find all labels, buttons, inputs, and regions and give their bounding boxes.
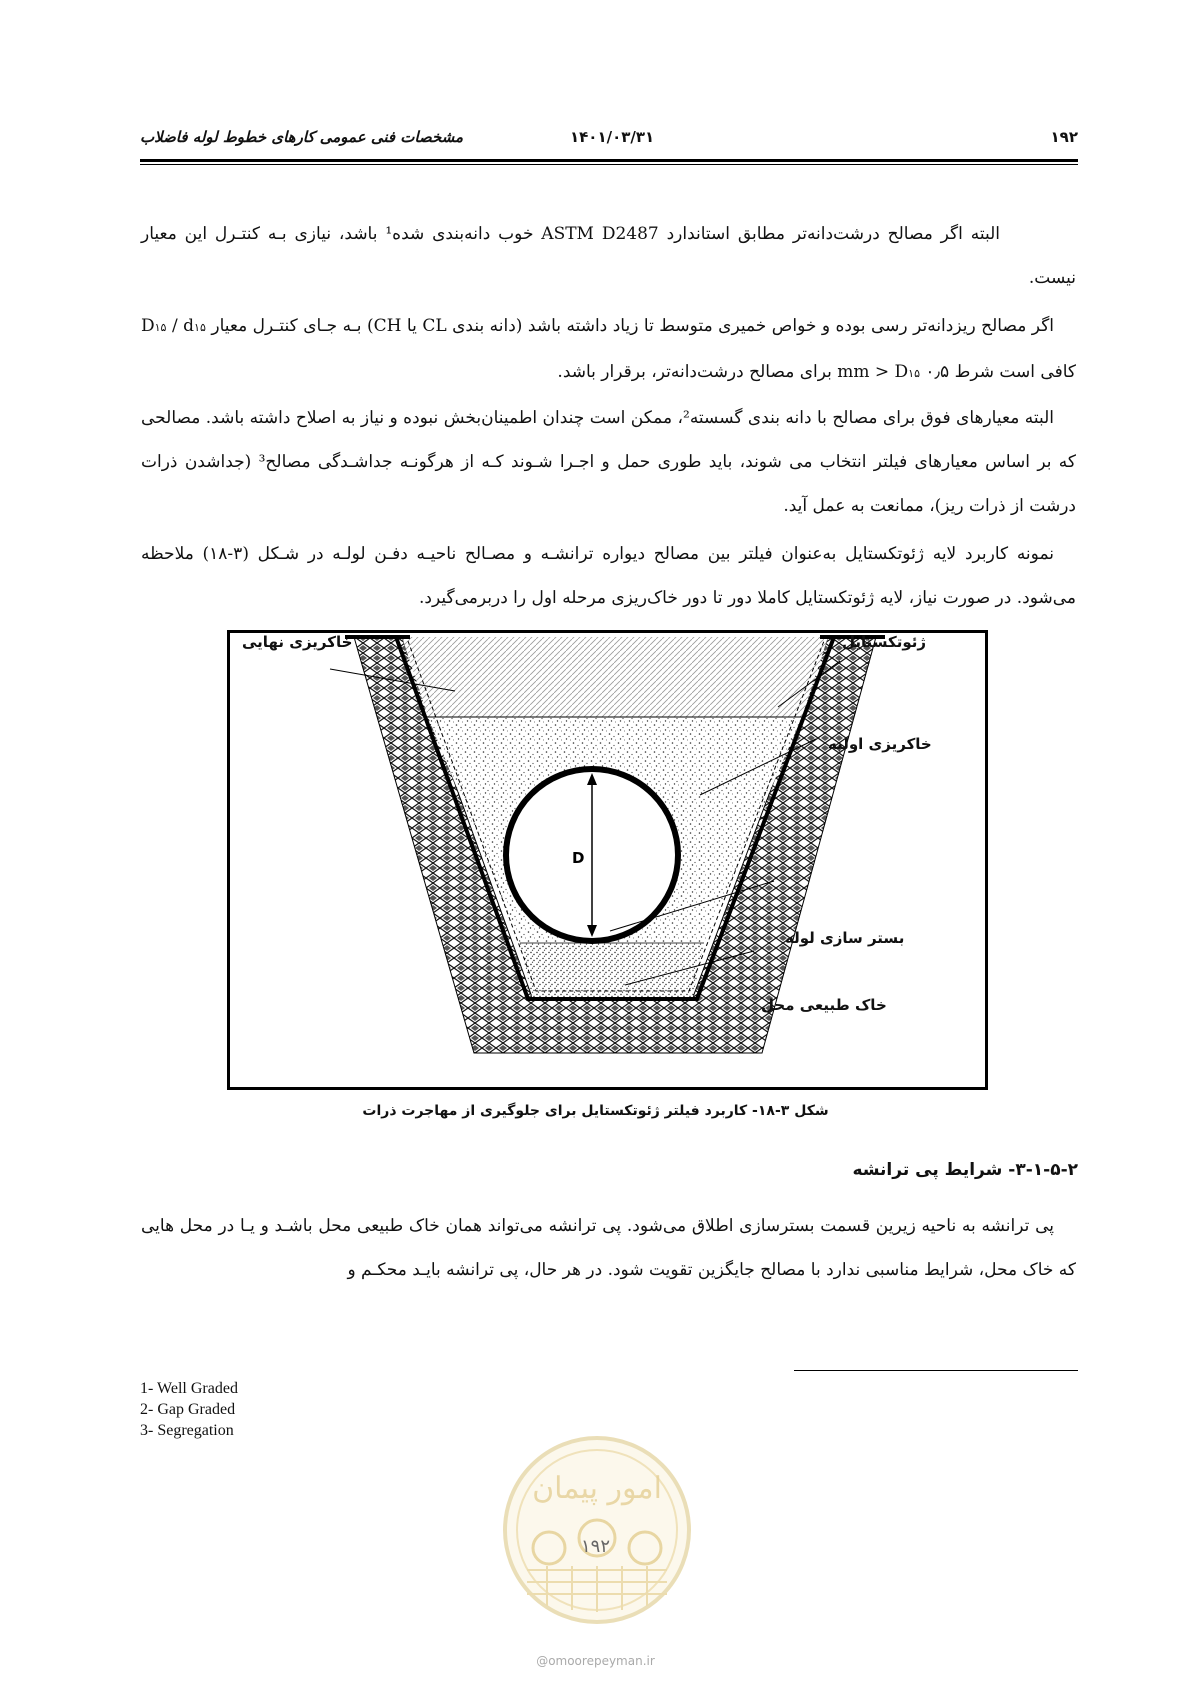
label-bedding: بستر سازی لوله — [785, 929, 905, 947]
label-initial-backfill: خاکریزی اولیه — [828, 735, 932, 753]
paragraph-clay-text-c: کافی است شرط ۰٫۵ mm > D — [837, 362, 1076, 382]
final-backfill-zone — [402, 637, 828, 717]
watermark-page-number: ۱۹۲ — [580, 1536, 610, 1557]
bedding-zone — [520, 943, 704, 997]
paragraph-trench-foundation: پی ترانشه به ناحیه زیرین قسمت بسترسازی اطلاق می‌شود. پی ترانشه می‌تواند همان خاک طبیعی محل باشـد و یـا در محل هایی که خاک محل، شرایط مناسبی ندارد با مصالح جایگزین تقویت شود. در هر حال، پی ترانشه بایـد محکـم و — [141, 1216, 1076, 1280]
paragraph-clay-text-b: / d — [166, 316, 195, 336]
paragraph-clay-text-d: برای مصالح درشت‌دانه‌تر، برقرار باشد. — [557, 362, 838, 382]
watermark-brand: امور پیمان — [532, 1471, 662, 1506]
subscript: ۱۵ — [194, 321, 206, 334]
footnotes — [140, 1378, 238, 1441]
paragraph-clay-criterion — [141, 304, 1076, 396]
header-page-number: ۱۹۲ — [1050, 128, 1078, 146]
paragraph-astm: البته اگر مصالح درشت‌دانه‌تر مطابق استاندارد ASTM D2487 خوب دانه‌بندی شده¹ باشد، نیازی بـه کنتـرل این معیار نیست. — [141, 224, 1076, 288]
section-heading: ۳-۱-۵-۲- شرایط پی ترانشه — [852, 1160, 1078, 1180]
header-rule-thin — [140, 164, 1078, 165]
paragraph-geotextile-example: نمونه کاربرد لایه ژئوتکستایل به‌عنوان فیلتر بین مصالح دیواره ترانشـه و مصـالح ناحیـه دفـن لولـه در شـکل (۳-۱۸) ملاحظه می‌شود. در صورت نیاز، لایه ژئوتکستایل کاملا دور تا دور خاک‌ریزی مرحله اول را دربرمی‌گیرد. — [141, 544, 1076, 608]
pipe-diameter-label: D — [572, 849, 585, 867]
watermark-site: @omoorepeyman.ir — [536, 1654, 655, 1668]
paragraph-clay-text-a: اگر مصالح ریزدانه‌تر رسی بوده و خواص خمیری متوسط تا زیاد داشته باشد (دانه بندی CL یا CH) بـه جـای کنتـرل معیار D — [141, 316, 1055, 336]
header-rule-thick — [140, 159, 1078, 162]
trench-figure — [227, 630, 988, 1090]
subscript: ۱۵ — [908, 367, 920, 380]
footnote-2: 2- Gap Graded — [140, 1401, 236, 1418]
label-final-backfill: خاکریزی نهایی — [242, 633, 353, 651]
header-document-title: مشخصات فنی عمومی کارهای خطوط لوله فاضلاب — [140, 128, 464, 146]
footnote-1: 1- Well Graded — [140, 1380, 238, 1397]
footnote-rule — [794, 1370, 1078, 1371]
figure-caption: شکل ۳-۱۸- کاربرد فیلتر ژئوتکستایل برای جلوگیری از مهاجرت ذرات — [362, 1103, 829, 1119]
header-date: ۱۴۰۱/۰۳/۳۱ — [570, 128, 655, 146]
footnote-3: 3- Segregation — [140, 1422, 234, 1439]
label-geotextile: ژئوتکستایل — [842, 633, 927, 651]
label-native-soil: خاک طبیعی محل — [761, 996, 887, 1014]
paragraph-gap-graded: البته معیارهای فوق برای مصالح با دانه بندی گسسته²، ممکن است چندان اطمینان‌بخش نبوده و نیاز به اصلاح داشته باشد. مصالحی که بر اساس معیارهای فیلتر انتخاب می شوند، باید طوری حمل و اجـرا شـوند کـه از هرگونـه جداشـدگی مصالح³ (جداشدن ذرات درشت از ذرات ریز)، ممانعت به عمل آید. — [141, 408, 1076, 516]
page-header — [140, 128, 1078, 152]
trench-diagram — [230, 633, 985, 1087]
subscript: ۱۵ — [154, 321, 167, 334]
